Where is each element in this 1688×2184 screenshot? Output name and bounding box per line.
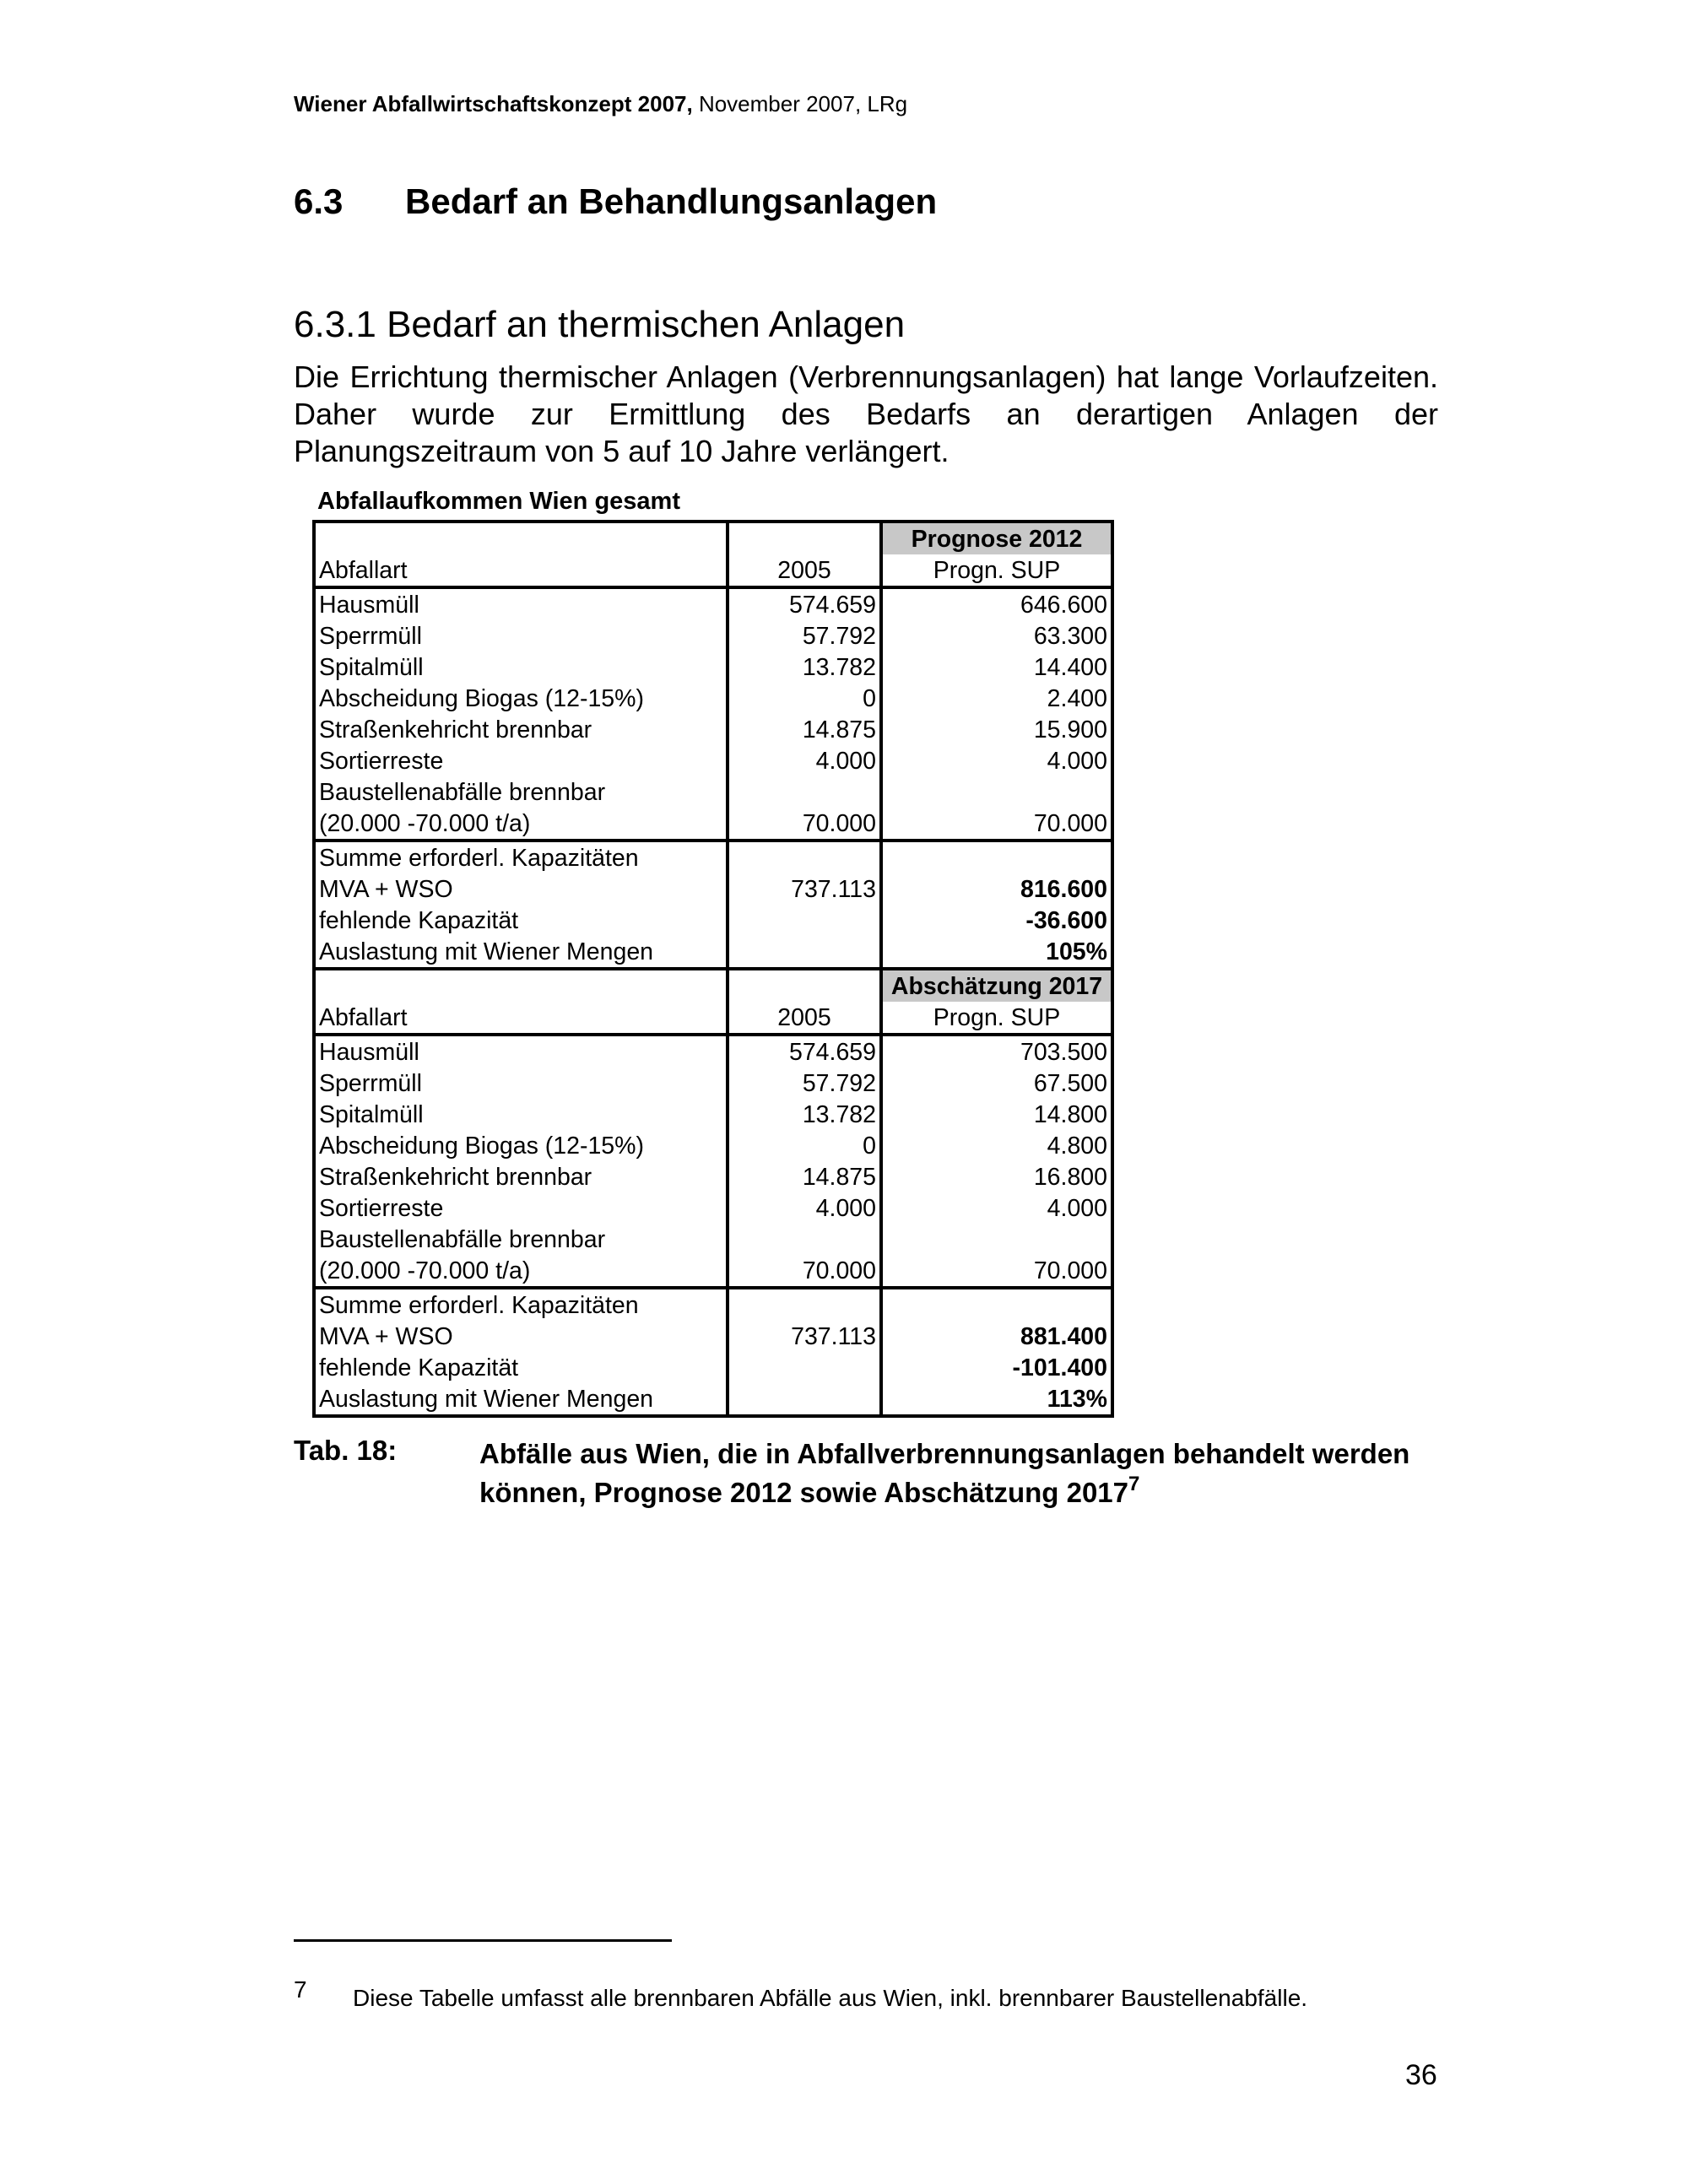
value-prog: 15.900: [881, 714, 1112, 745]
value-prog: 70.000: [881, 808, 1112, 841]
section-title: Bedarf an Behandlungsanlagen: [405, 181, 938, 221]
footnote-ref[interactable]: 7: [1128, 1473, 1140, 1495]
row-label: Hausmüll: [314, 587, 728, 620]
col-header-2005: 2005: [728, 554, 881, 587]
value-prog: 4.000: [881, 745, 1112, 776]
table-row: [314, 1255, 1112, 1288]
row-label: Straßenkehricht brennbar: [314, 714, 728, 745]
table-row: [314, 1099, 1112, 1130]
group-header-row: [314, 969, 1112, 1002]
summary-row: [314, 1321, 1112, 1352]
row-label: Baustellenabfälle brennbar: [314, 776, 728, 808]
row-label: Summe erforderl. Kapazitäten: [314, 841, 728, 873]
table-row: [314, 745, 1112, 776]
value-2005: 57.792: [728, 620, 881, 651]
row-label: Hausmüll: [314, 1035, 728, 1068]
row-label: Auslastung mit Wiener Mengen: [314, 936, 728, 969]
intro-paragraph: Die Errichtung thermischer Anlagen (Verbrennungsanlagen) hat lange Vorlaufzeiten. Daher wurde zur Ermittlung des Bedarfs an derartigen Anlagen der Planungszeitraum von 5 auf 10 Jahre verlängert.: [294, 359, 1438, 468]
table-row: [314, 1068, 1112, 1099]
table-row: [314, 1224, 1112, 1255]
value-2005: 14.875: [728, 714, 881, 745]
summary-row: [314, 905, 1112, 936]
waste-table: [312, 520, 1114, 1418]
table-row: [314, 808, 1112, 841]
row-label: (20.000 -70.000 t/a): [314, 808, 728, 841]
row-label: Straßenkehricht brennbar: [314, 1161, 728, 1192]
table-row: [314, 1035, 1112, 1068]
footnote-divider: [294, 1939, 672, 1942]
row-label: MVA + WSO: [314, 873, 728, 905]
value-2005: 574.659: [728, 1035, 881, 1068]
row-label: Sperrmüll: [314, 620, 728, 651]
col-header-progn: Progn. SUP: [881, 554, 1112, 587]
summary-row: [314, 936, 1112, 969]
caption-text: [479, 1435, 1450, 1512]
value-prog: 646.600: [881, 587, 1112, 620]
value-prog: 816.600: [881, 873, 1112, 905]
row-label: MVA + WSO: [314, 1321, 728, 1352]
header-title-rest: November 2007, LRg: [692, 91, 908, 116]
table-row: [314, 1161, 1112, 1192]
value-prog: 70.000: [881, 1255, 1112, 1288]
table-row: [314, 651, 1112, 683]
group-header-row: [314, 522, 1112, 554]
row-label: Spitalmüll: [314, 1099, 728, 1130]
col-header-abfallart: Abfallart: [314, 1002, 728, 1035]
row-label: fehlende Kapazität: [314, 905, 728, 936]
value-2005: 737.113: [728, 1321, 881, 1352]
table-row: [314, 776, 1112, 808]
value-prog: 63.300: [881, 620, 1112, 651]
page-number: 36: [1405, 2059, 1437, 2091]
footnote-text: Diese Tabelle umfasst alle brennbaren Abfälle aus Wien, inkl. brennbarer Baustellenabfälle.: [353, 1985, 1308, 2011]
value-prog: 4.800: [881, 1130, 1112, 1161]
subsection-title: 6.3.1 Bedarf an thermischen Anlagen: [294, 304, 906, 345]
value-2005: 13.782: [728, 651, 881, 683]
value-2005: 13.782: [728, 1099, 881, 1130]
value-2005: 70.000: [728, 1255, 881, 1288]
table-row: [314, 683, 1112, 714]
value-prog: 881.400: [881, 1321, 1112, 1352]
value-prog: 14.400: [881, 651, 1112, 683]
summary-row: [314, 873, 1112, 905]
row-label: Sortierreste: [314, 1192, 728, 1224]
group-header: Abschätzung 2017: [881, 969, 1112, 1002]
column-header-row: [314, 554, 1112, 587]
value-2005: 4.000: [728, 1192, 881, 1224]
summary-row: [314, 1288, 1112, 1321]
row-label: Sperrmüll: [314, 1068, 728, 1099]
value-prog: -36.600: [881, 905, 1112, 936]
value-prog: -101.400: [881, 1352, 1112, 1383]
row-label: Auslastung mit Wiener Mengen: [314, 1383, 728, 1416]
table-row: [314, 1130, 1112, 1161]
value-2005: 4.000: [728, 745, 881, 776]
group-header: Prognose 2012: [881, 522, 1112, 554]
value-prog: 105%: [881, 936, 1112, 969]
row-label: Baustellenabfälle brennbar: [314, 1224, 728, 1255]
column-header-row: [314, 1002, 1112, 1035]
table-row: [314, 620, 1112, 651]
value-2005: 14.875: [728, 1161, 881, 1192]
table-row: [314, 587, 1112, 620]
value-2005: 574.659: [728, 587, 881, 620]
row-label: Sortierreste: [314, 745, 728, 776]
value-prog: 703.500: [881, 1035, 1112, 1068]
running-header: [294, 91, 907, 117]
value-prog: 4.000: [881, 1192, 1112, 1224]
value-prog: 67.500: [881, 1068, 1112, 1099]
caption-body: Abfälle aus Wien, die in Abfallverbrennungsanlagen behandelt werden können, Prognose 2012 sowie Abschätzung 2017: [479, 1438, 1410, 1508]
value-prog: 2.400: [881, 683, 1112, 714]
row-label: Abscheidung Biogas (12-15%): [314, 1130, 728, 1161]
value-prog: 14.800: [881, 1099, 1112, 1130]
row-label: Summe erforderl. Kapazitäten: [314, 1288, 728, 1321]
value-2005: 57.792: [728, 1068, 881, 1099]
table-row: [314, 714, 1112, 745]
value-2005: 70.000: [728, 808, 881, 841]
row-label: (20.000 -70.000 t/a): [314, 1255, 728, 1288]
footnote-number: 7: [294, 1976, 307, 2003]
value-2005: 737.113: [728, 873, 881, 905]
block-prognose-2012: [314, 522, 1112, 969]
table-row: [314, 1192, 1112, 1224]
header-title-bold: Wiener Abfallwirtschaftskonzept 2007,: [294, 91, 693, 116]
value-2005: 0: [728, 1130, 881, 1161]
col-header-2005: 2005: [728, 1002, 881, 1035]
caption-label: Tab. 18:: [294, 1435, 398, 1466]
value-2005: 0: [728, 683, 881, 714]
table-caption: Abfallaufkommen Wien gesamt: [317, 488, 680, 515]
row-label: Abscheidung Biogas (12-15%): [314, 683, 728, 714]
block-abschaetzung-2017: [314, 969, 1112, 1416]
col-header-progn: Progn. SUP: [881, 1002, 1112, 1035]
row-label: Spitalmüll: [314, 651, 728, 683]
value-prog: 113%: [881, 1383, 1112, 1416]
summary-row: [314, 841, 1112, 873]
summary-row: [314, 1352, 1112, 1383]
section-number: 6.3: [294, 181, 344, 221]
value-prog: 16.800: [881, 1161, 1112, 1192]
summary-row: [314, 1383, 1112, 1416]
col-header-abfallart: Abfallart: [314, 554, 728, 587]
row-label: fehlende Kapazität: [314, 1352, 728, 1383]
